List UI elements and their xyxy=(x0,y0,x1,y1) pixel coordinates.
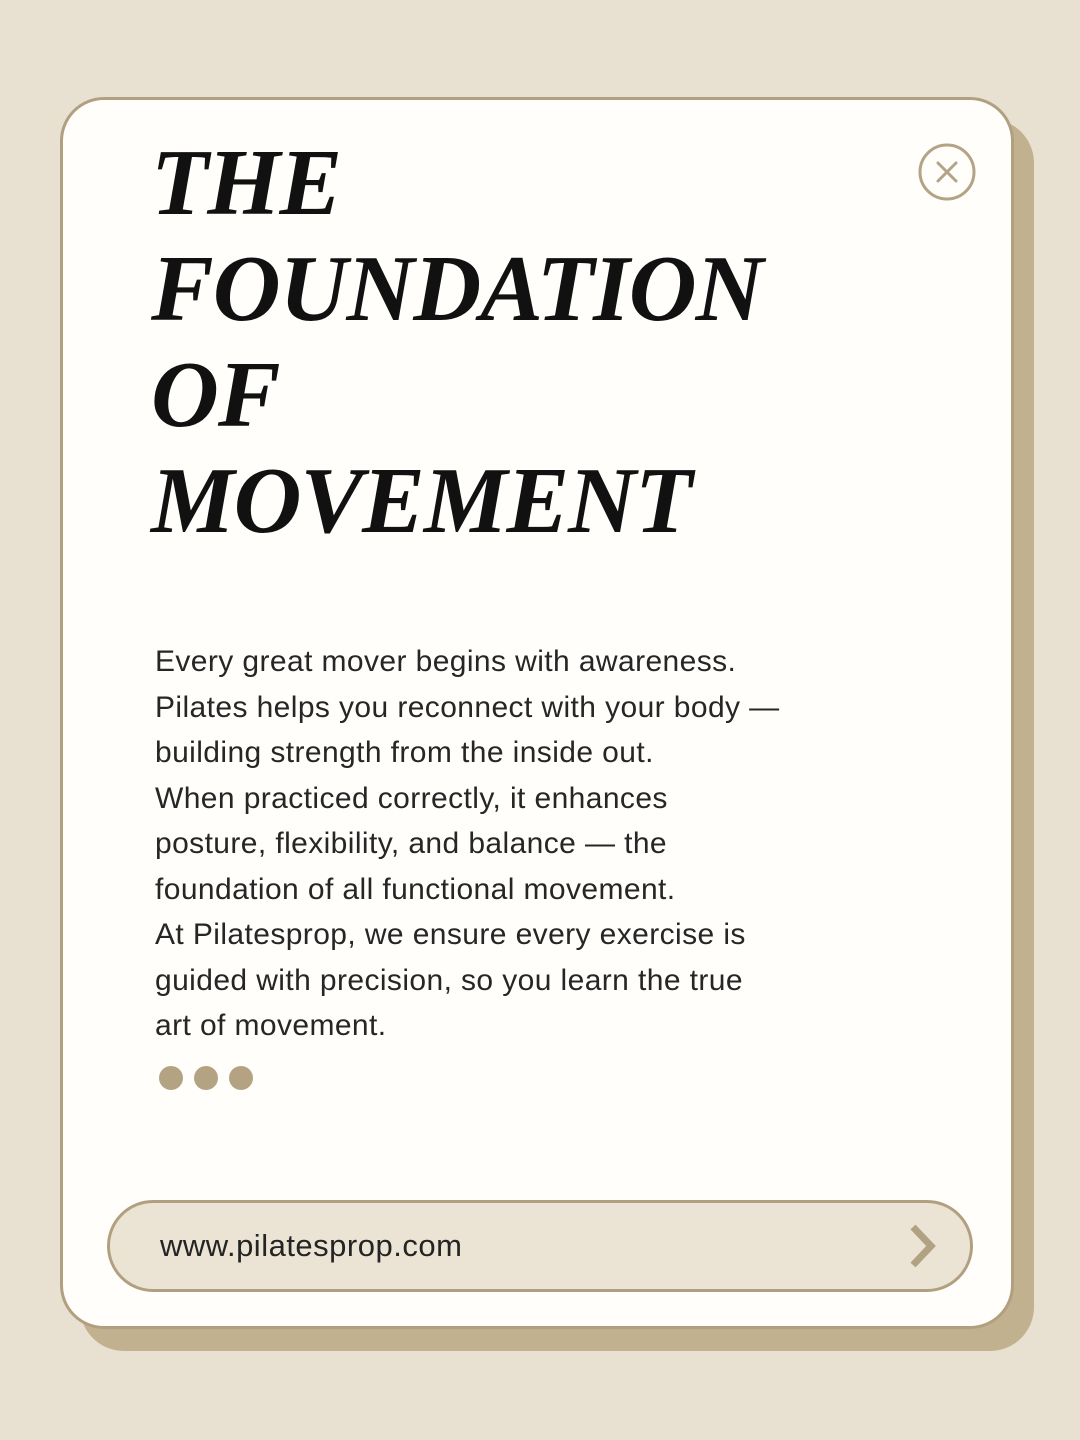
title-line: MOVEMENT xyxy=(151,449,692,553)
body-line: When practiced correctly, it enhances xyxy=(155,781,668,815)
website-url-label: www.pilatesprop.com xyxy=(160,1228,463,1263)
modal-card xyxy=(60,97,1014,1329)
close-icon xyxy=(917,190,977,205)
body-line: foundation of all functional movement. xyxy=(155,872,676,906)
body-line: building strength from the inside out. xyxy=(155,736,654,769)
title-line: OF xyxy=(151,343,280,447)
body-line: guided with precision, so you learn the true xyxy=(155,963,743,997)
carousel-dot[interactable] xyxy=(229,1066,253,1090)
body-line: posture, flexibility, and balance — the xyxy=(155,827,667,860)
carousel-dot[interactable] xyxy=(159,1066,183,1090)
body-line: At Pilatesprop, we ensure every exercise is xyxy=(155,918,746,951)
body-line: art of movement. xyxy=(155,1009,387,1042)
title-line: FOUNDATION xyxy=(151,237,763,341)
body-line: Pilates helps you reconnect with your body — xyxy=(155,690,780,724)
page-title xyxy=(151,130,763,554)
close-button[interactable] xyxy=(917,142,977,202)
title-line: THE xyxy=(151,131,342,235)
chevron-right-icon xyxy=(908,1222,936,1270)
body-paragraph xyxy=(155,639,921,1049)
carousel-dot[interactable] xyxy=(194,1066,218,1090)
body-line: Every great mover begins with awareness. xyxy=(155,645,737,678)
carousel-dots xyxy=(159,1066,253,1090)
website-link-bar[interactable] xyxy=(107,1200,973,1292)
